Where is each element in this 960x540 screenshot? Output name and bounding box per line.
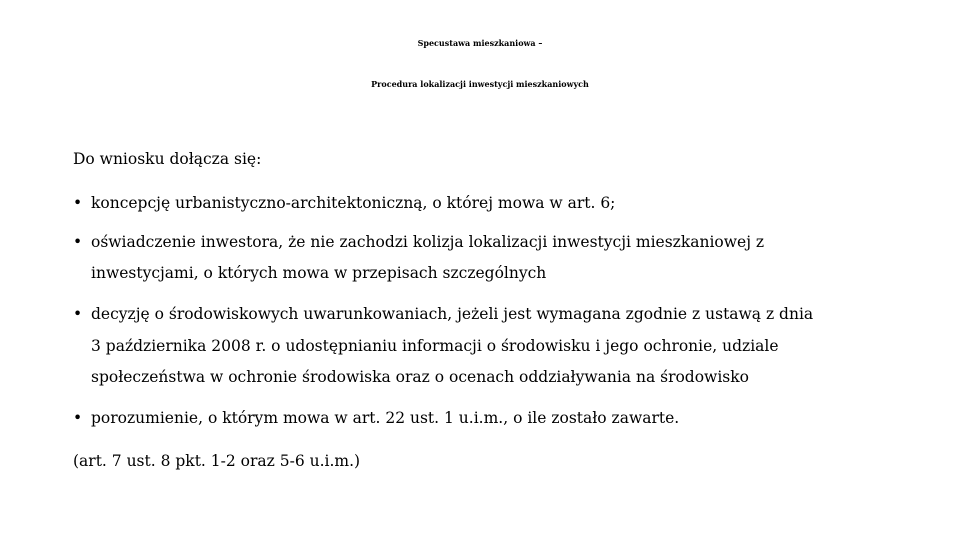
- slide-title-line-1: Specustawa mieszkaniowa –: [417, 38, 543, 48]
- slide-title-line-2: Procedura lokalizacji inwestycji mieszkaniowych: [371, 79, 589, 89]
- footer-citation: (art. 7 ust. 8 pkt. 1-2 oraz 5-6 u.i.m.): [73, 452, 361, 470]
- list-item-2-line-1: oświadczenie inwestora, że nie zachodzi kolizja lokalizacji inwestycji mieszkaniowej z: [91, 233, 765, 251]
- list-item-1-line-1: koncepcję urbanistyczno-architektoniczną, o której mowa w art. 6;: [91, 194, 616, 212]
- intro-text: Do wniosku dołącza się:: [73, 150, 262, 168]
- list-item-3-line-1: decyzję o środowiskowych uwarunkowaniach, jeżeli jest wymagana zgodnie z ustawą z dnia: [91, 305, 814, 323]
- bullet-marker: •: [73, 409, 83, 427]
- bullet-marker: •: [73, 194, 83, 212]
- bullet-marker: •: [73, 305, 83, 323]
- bullet-marker: •: [73, 233, 83, 251]
- list-item-4-line-1: porozumienie, o którym mowa w art. 22 ust. 1 u.i.m., o ile zostało zawarte.: [91, 409, 680, 427]
- list-item-3-line-3: społeczeństwa w ochronie środowiska oraz o ocenach oddziaływania na środowisko: [91, 368, 749, 386]
- list-item-3-line-2: 3 października 2008 r. o udostępnianiu informacji o środowisku i jego ochronie, udziale: [91, 337, 779, 355]
- list-item-2-line-2: inwestycjami, o których mowa w przepisach szczególnych: [91, 264, 547, 282]
